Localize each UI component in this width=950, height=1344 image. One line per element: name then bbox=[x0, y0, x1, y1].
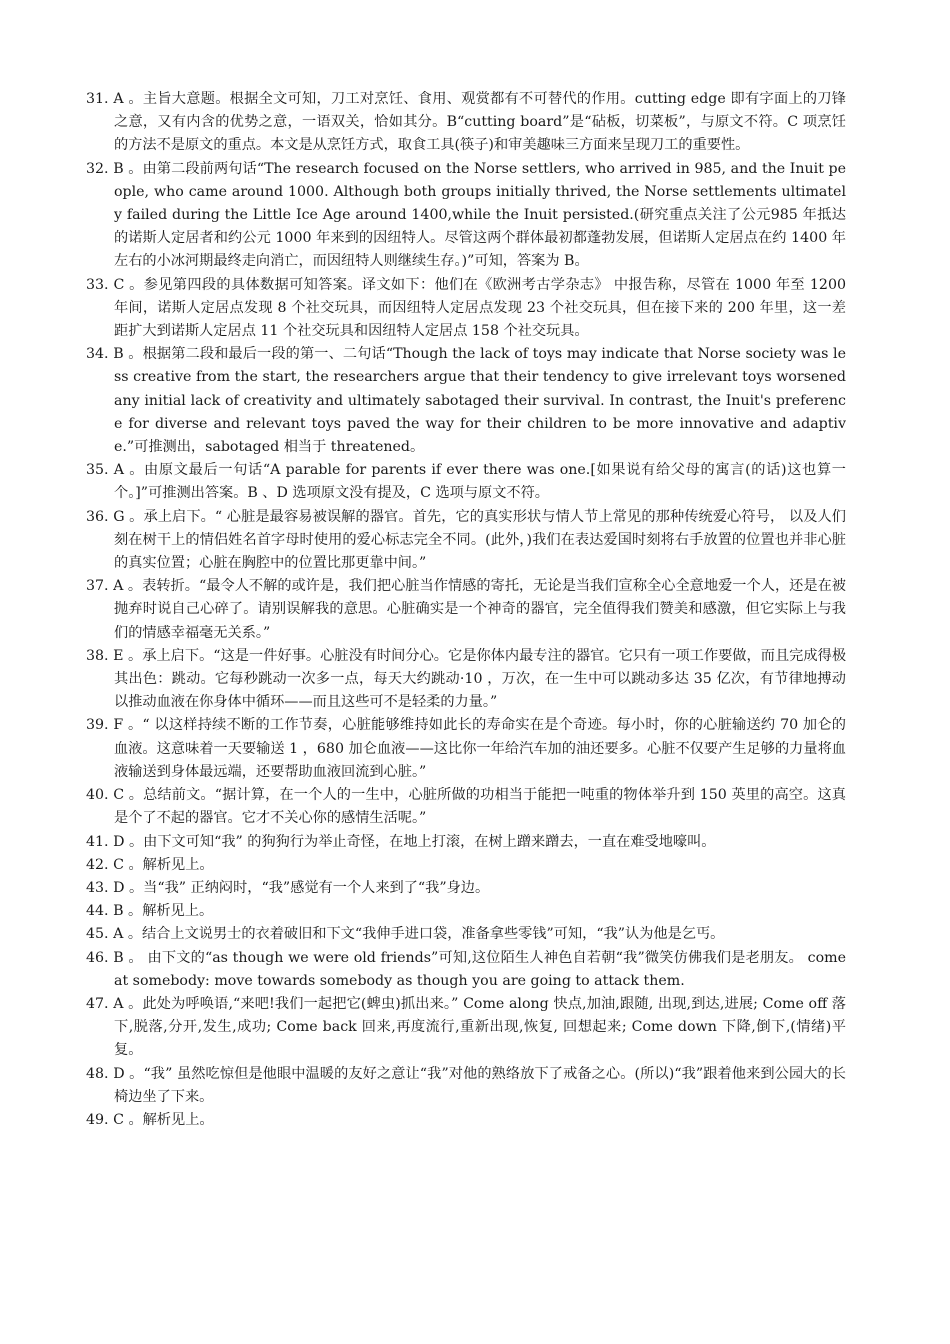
answer-number: 39. bbox=[86, 717, 109, 734]
answer-number: 43. bbox=[86, 879, 109, 896]
answer-explanation: A 。此处为呼唤语,“来吧!我们一起把它(蜱虫)抓出来。” Come along 快点,加油,跟随, 出现,到达,进展; Come off 落下,脱落,分开,发生,成功; Come back 回来,再度流行,重新出现,恢复, 回想起来; Come down 下降,倒下,(情绪)平复。 bbox=[113, 995, 846, 1059]
answer-item-43 bbox=[86, 877, 846, 900]
answer-number: 32. bbox=[86, 160, 109, 177]
answer-number: 45. bbox=[86, 926, 109, 943]
answer-number: 33. bbox=[86, 276, 109, 293]
answer-item-31 bbox=[86, 88, 846, 158]
answer-explanation: A 。表转折。“最令人不解的或许是，我们把心脏当作情感的寄托，无论是当我们宣称全心全意地爱一个人，还是在被抛弃时说自己心碎了。请别误解我的意思。心脏确实是一个神奇的器官，完全值得我们赞美和感激，但它实际上与我们的情感幸福毫无关系。” bbox=[113, 578, 846, 641]
answer-explanation: D 。当“我” 正纳闷时，“我”感觉有一个人来到了“我”身边。 bbox=[113, 879, 490, 896]
answer-number: 49. bbox=[86, 1111, 109, 1128]
answer-number: 40. bbox=[86, 787, 109, 804]
answer-item-42 bbox=[86, 854, 846, 877]
answer-item-47 bbox=[86, 993, 846, 1063]
answer-explanation: G 。承上启下。“ 心脏是最容易被误解的器官。首先，它的真实形状与情人节上常见的那种传统爱心符号， 以及人们刻在树干上的情侣姓名首字母时使用的爱心标志完全不同。(此外，)我们在表达爱国时刻将右手放置的位置也并非心脏的真实位置；心脏在胸腔中的位置比那更靠中间。” bbox=[113, 508, 846, 572]
answer-key-document bbox=[86, 88, 846, 1132]
answer-explanation: C 。参见第四段的具体数据可知答案。译文如下：他们在《欧洲考古学杂志》 中报告称，尽管在 1000 年至 1200 年间，诺斯人定居点发现 8 个社交玩具，而因纽特人定居点发现 23 个社交玩具，但在接下来的 200 年里，这一差距扩大到诺斯人定居点 11 个社交玩具和因纽特人定居点 158 个社交玩具。 bbox=[113, 276, 847, 340]
answer-item-33 bbox=[86, 274, 846, 344]
answer-item-46 bbox=[86, 947, 846, 993]
answer-item-34 bbox=[86, 343, 846, 459]
answer-explanation: A 。结合上文说男士的衣着破旧和下文“我伸手进口袋，准备拿些零钱”可知，“我”认为他是乞丐。 bbox=[113, 926, 725, 943]
answer-number: 42. bbox=[86, 856, 109, 873]
answer-explanation: A 。由原文最后一句话“A parable for parents if ever there was one.[如果说有给父母的寓言(的话)这也算一个。]”可推测出答案。B 、D 选项原文没有提及，C 选项与原文不符。 bbox=[113, 462, 846, 502]
answer-item-41 bbox=[86, 831, 846, 854]
answer-number: 46. bbox=[86, 949, 109, 966]
answer-explanation: B 。根据第二段和最后一段的第一、二句话“Though the lack of toys may indicate that Norse society was less creative from the start, the researchers argue that their tendency to give irrelevant toys worsened any initial lack of creativity and ultimately sabotaged their survival. In contrast, the Inuit's preference for diverse and relevant toys paved the way for their children to be more innovative and adaptive.”可推测出，sabotaged 相当于 threatened。 bbox=[113, 346, 846, 456]
answer-item-40 bbox=[86, 784, 846, 830]
answer-item-45 bbox=[86, 923, 846, 946]
answer-explanation: B 。 由下文的“as though we were old friends”可知,这位陌生人神色自若朝“我”微笑仿佛我们是老朋友。 come at somebody: move towards somebody as though you are going to attack them. bbox=[113, 949, 846, 989]
answer-item-38 bbox=[86, 645, 846, 715]
answer-number: 35. bbox=[86, 462, 109, 479]
answer-item-35 bbox=[86, 459, 846, 505]
answer-number: 31. bbox=[86, 91, 109, 107]
answer-explanation: E 。承上启下。“这是一件好事。心脏没有时间分心。它是你体内最专注的器官。它只有一项工作要做，而且完成得极其出色：跳动。它每秒跳动一次多一点，每天大约跳动·10 ，万次，在一生中可以跳动多达 35 亿次，有节律地搏动以推动血液在你身体中循环——而且这些可不是轻柔的力量。” bbox=[113, 647, 847, 711]
answer-number: 38. bbox=[86, 647, 109, 664]
answer-explanation: C 。总结前文。“据计算，在一个人的一生中，心脏所做的功相当于能把一吨重的物体举升到 150 英里的高空。这真是个了不起的器官。它才不关心你的感情生活呢。” bbox=[113, 787, 846, 827]
answer-explanation: B 。由第二段前两句话“The research focused on the Norse settlers, who arrived in 985, and the Inuit people, who came around 1000. Although both groups initially thrived, the Norse settlements ultimately failed during the Little Ice Age around 1400,while the Inuit persisted.(研究重点关注了公元985 年抵达的诺斯人定居者和约公元 1000 年来到的因纽特人。尽管这两个群体最初都蓬勃发展，但诺斯人定居点在约 1400 年左右的小冰河期最终走向消亡，而因纽特人则继续生存。)”可知，答案为 B。 bbox=[113, 160, 847, 270]
answer-item-36 bbox=[86, 506, 846, 576]
answer-explanation: A 。主旨大意题。根据全文可知，刀工对烹饪、食用、观赏都有不可替代的作用。cutting edge 即有字面上的刀锋之意，又有内含的优势之意，一语双关，恰如其分。B“cutting board”是“砧板，切菜板”，与原文不符。C 项烹饪的方法不是原文的重点。本文是从烹饪方式，取食工具(筷子)和审美趣味三方面来呈现刀工的重要性。 bbox=[113, 91, 846, 154]
answer-item-39 bbox=[86, 714, 846, 784]
answer-explanation: C 。解析见上。 bbox=[113, 1111, 214, 1128]
answer-explanation: D 。“我” 虽然吃惊但是他眼中温暖的友好之意让“我”对他的熟络放下了戒备之心。(所以)“我”跟着他来到公园大的长椅边坐了下来。 bbox=[113, 1065, 846, 1105]
answer-number: 44. bbox=[86, 903, 109, 920]
answer-item-48 bbox=[86, 1063, 846, 1109]
answer-item-32 bbox=[86, 158, 846, 274]
answer-number: 36. bbox=[86, 508, 109, 525]
answer-explanation: F 。“ 以这样持续不断的工作节奏，心脏能够维持如此长的寿命实在是个奇迹。每小时，你的心脏输送约 70 加仑的血液。这意味着一天要输送 1 ，680 加仑血液——这比你一年给汽车加的油还要多。心脏不仅要产生足够的力量将血液输送到身体最远端，还要帮助血液回流到心脏。” bbox=[113, 717, 846, 780]
answer-item-44 bbox=[86, 900, 846, 923]
answer-explanation: B 。解析见上。 bbox=[113, 903, 214, 920]
answer-explanation: D 。由下文可知“我” 的狗狗行为举止奇怪，在地上打滚，在树上蹭来蹭去，一直在难受地嚎叫。 bbox=[113, 833, 716, 850]
answer-item-37 bbox=[86, 575, 846, 645]
answer-number: 48. bbox=[86, 1065, 109, 1082]
answer-number: 41. bbox=[86, 833, 109, 850]
answer-number: 47. bbox=[86, 995, 109, 1012]
answer-number: 34. bbox=[86, 346, 109, 363]
answer-explanation: C 。解析见上。 bbox=[113, 856, 214, 873]
answer-number: 37. bbox=[86, 578, 109, 595]
answer-item-49 bbox=[86, 1109, 846, 1132]
